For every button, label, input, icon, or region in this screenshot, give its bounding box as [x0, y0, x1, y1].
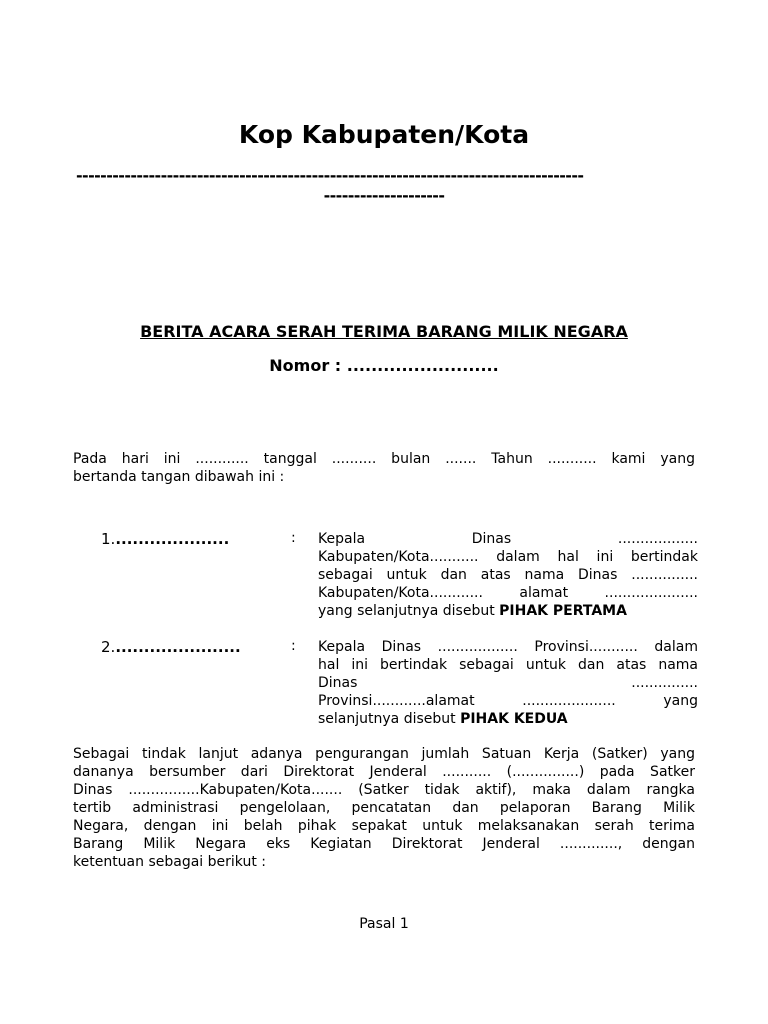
letterhead-divider-line-1: ------------------------------------------------------------------------------------ [76, 166, 584, 185]
party-line-prefix: selanjutnya disebut [318, 711, 461, 727]
party-number-label: 1. [101, 530, 116, 548]
party-name-placeholder: .................... [115, 530, 230, 548]
party-2-colon: : [291, 638, 296, 654]
intro-paragraph [73, 450, 695, 486]
paragraph-line: tertib administrasi pengelolaan, pencatatan dan pelaporan Barang Milik [73, 800, 695, 816]
party-2-number [101, 638, 241, 656]
paragraph-line: Barang Milik Negara eks Kegiatan Direktorat Jenderal ............., dengan [73, 836, 695, 852]
party-role: PIHAK PERTAMA [499, 603, 627, 619]
paragraph-line: ketentuan sebagai berikut : [73, 854, 266, 870]
party-2-description [318, 638, 698, 728]
intro-line: Pada hari ini ............ tanggal .......... bulan ....... Tahun ........... kami yang [73, 451, 695, 467]
party-line [318, 710, 698, 728]
main-paragraph [73, 745, 695, 871]
party-line: sebagai untuk dan atas nama Dinas ............... [318, 567, 698, 583]
party-line: hal ini bertindak sebagai untuk dan atas nama [318, 657, 698, 673]
paragraph-line: Dinas ................Kabupaten/Kota....... (Satker tidak aktif), maka dalam rangka [73, 782, 695, 798]
party-line: Kabupaten/Kota........... dalam hal ini bertindak [318, 549, 698, 565]
letterhead-title: Kop Kabupaten/Kota [238, 120, 530, 149]
party-1-colon: : [291, 530, 296, 546]
party-line: Kabupaten/Kota............ alamat ..................... [318, 585, 698, 601]
party-line: Provinsi............alamat ..................... yang [318, 693, 698, 709]
party-line-prefix: yang selanjutnya disebut [318, 603, 500, 619]
party-line: Dinas ............... [318, 675, 698, 691]
party-line [318, 602, 698, 620]
paragraph-line: Sebagai tindak lanjut adanya pengurangan jumlah Satuan Kerja (Satker) yang [73, 746, 695, 762]
party-number-label: 2. [101, 638, 116, 656]
article-heading: Pasal 1 [359, 916, 409, 932]
document-number: Nomor : ......................... [269, 356, 499, 375]
paragraph-line: dananya bersumber dari Direktorat Jenderal ........... (...............) pada Satker [73, 764, 695, 780]
party-name-placeholder: ...................... [115, 638, 241, 656]
paragraph-line: Negara, dengan ini belah pihak sepakat untuk melaksanakan serah terima [73, 818, 695, 834]
letterhead-divider-line-2: -------------------- [323, 186, 445, 205]
party-1-number [101, 530, 229, 548]
intro-line: bertanda tangan dibawah ini : [73, 469, 285, 485]
party-line: Kepala Dinas .................. Provinsi........... dalam [318, 639, 698, 655]
party-1-description [318, 530, 698, 620]
party-role: PIHAK KEDUA [460, 711, 568, 727]
document-title: BERITA ACARA SERAH TERIMA BARANG MILIK NEGARA [140, 322, 628, 341]
party-line: Kepala Dinas .................. [318, 531, 698, 547]
